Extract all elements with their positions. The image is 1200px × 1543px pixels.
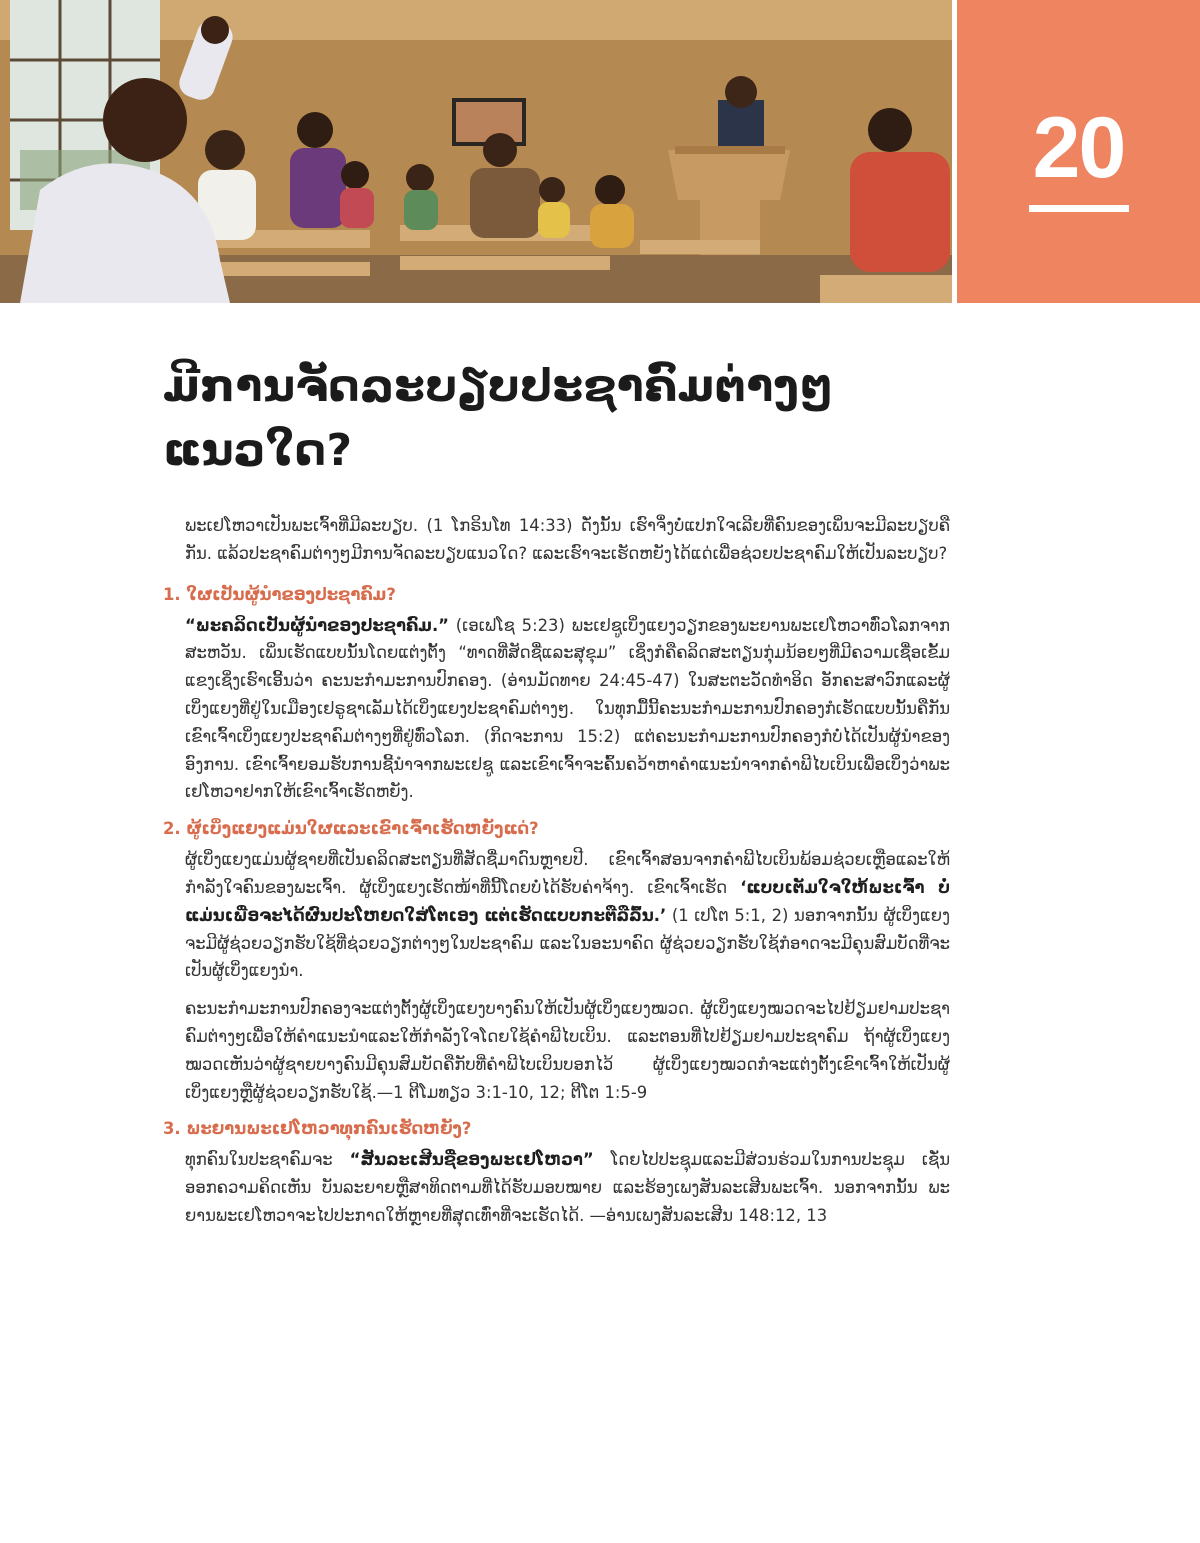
question-heading-2: 2. ຜູ້ເບິ່ງແຍງແມ່ນໃຜແລະເຂົາເຈົ້າເຮັດຫຍັງແດ່? <box>163 819 539 839</box>
answer-paragraph-3 <box>185 1146 950 1229</box>
lesson-number: 20 <box>1032 100 1125 196</box>
answer-paragraph-2b: ຄະນະກຳມະການປົກຄອງຈະແຕ່ງຕັ້ງຜູ້ເບິ່ງແຍງບາງຄົນໃຫ້ເປັນຜູ້ເບິ່ງແຍງໝວດ. ຜູ້ເບິ່ງແຍງໝວດຈະໄປຢ້ຽມຢາມປະຊາຄົມຕ່າງໆເພື່ອໃຫ້ຄຳແນະນຳແລະໃຫ້ກຳລັງໃຈໂດຍໃຊ້ຄຳພີໄບເບິນ. ແລະຕອນທີ່ໄປຢ້ຽມຢາມປະຊາຄົມ ຖ້າຜູ້ເບິ່ງແຍງໝວດເຫັນວ່າຜູ້ຊາຍບາງຄົນມີຄຸນສົມບັດຄືກັບທີ່ຄຳພີໄບເບິນບອກໄວ້ ຜູ້ເບິ່ງແຍງໝວດກໍຈະແຕ່ງຕັ້ງເຂົາເຈົ້າໃຫ້ເປັນຜູ້ເບິ່ງແຍງຫຼືຜູ້ຊ່ວຍວຽກຮັບໃຊ້.—1 ຕີໂມທຽວ 3:1-10, 12; ຕີໂຕ 1:5-9 <box>185 999 950 1102</box>
lesson-body <box>163 512 951 1230</box>
lesson-number-box <box>957 0 1200 303</box>
header-photo <box>0 0 952 303</box>
answer-3-text-b: ໂດຍໄປປະຊຸມແລະມີສ່ວນຮ່ວມໃນການປະຊຸມ ເຊັ່ນ ອອກຄວາມຄິດເຫັນ ບັນລະຍາຍຫຼືສາທິດຕາມທີ່ໄດ້ຮັບມອບໝາຍ ແລະຮ້ອງເພງສັນລະເສີນພະເຈົ້າ. ນອກຈາກນັ້ນ ພະຍານພະເຢໂຫວາຈະໄປປະກາດໃຫ້ຫຼາຍທີ່ສຸດເທົ່າທີ່ຈະເຮັດໄດ້. —ອ່ານເພງສັນລະເສີນ 148:12, 13 <box>185 1150 950 1225</box>
answer-2-bold: ‘ແບບເຕັມໃຈໃຫ້ພະເຈົ້າ ບໍ່ແມ່ນເພື່ອຈະໄດ້ຜົນປະໂຫຍດໃສ່ໂຕເອງ ແຕ່ເຮັດແບບກະຕືລືລົ້ນ.’ <box>185 877 951 925</box>
answer-2-text-b: (1 ເປໂຕ 5:1, 2) ນອກຈາກນັ້ນ ຜູ້ເບິ່ງແຍງຈະມີຜູ້ຊ່ວຍວຽກຮັບໃຊ້ທີ່ຊ່ວຍວຽກຕ່າງໆໃນປະຊາຄົມ ແລະໃນອະນາຄົດ ຜູ້ຊ່ວຍວຽກຮັບໃຊ້ກໍອາດຈະມີຄຸນສົມບັດທີ່ຈະເປັນຜູ້ເບິ່ງແຍງນຳ. <box>185 905 950 981</box>
answer-3-text-a: ທຸກຄົນໃນປະຊາຄົມຈະ <box>185 1150 350 1170</box>
lesson-title-line-1: ມີການຈັດລະບຽບປະຊາຄົມຕ່າງໆ <box>163 361 834 412</box>
answer-1-bold: “ພະຄລິດເປັນຜູ້ນຳຂອງປະຊາຄົມ.” <box>185 615 449 635</box>
lesson-title-line-2: ແນວໃດ? <box>163 425 353 476</box>
lesson-title <box>163 355 923 483</box>
answer-paragraph-2 <box>185 846 950 985</box>
intro-paragraph: ພະເຢໂຫວາເປັນພະເຈົ້າທີ່ມີລະບຽບ. (1 ໂກຣິນໂທ 14:33) ດັ່ງນັ້ນ ເຮົາຈຶ່ງບໍ່ແປກໃຈເລີຍທີ່ຄົນຂອງເພິ່ນຈະມີລະບຽບຄືກັນ. ແລ້ວປະຊາຄົມຕ່າງໆມີການຈັດລະບຽບແນວໃດ? ແລະເຮົາຈະເຮັດຫຍັງໄດ້ແດ່ເພື່ອຊ່ວຍປະຊາຄົມໃຫ້ເປັນລະບຽບ? <box>185 516 950 563</box>
answer-3-bold: “ສັນລະເສີນຊື່ຂອງພະເຢໂຫວາ” <box>349 1150 594 1170</box>
question-heading-1: 1. ໃຜເປັນຜູ້ນຳຂອງປະຊາຄົມ? <box>163 584 396 604</box>
question-heading-3: 3. ພະຍານພະເຢໂຫວາທຸກຄົນເຮັດຫຍັງ? <box>163 1119 472 1139</box>
answer-2-text-a: ຜູ້ເບິ່ງແຍງແມ່ນຜູ້ຊາຍທີ່ເປັນຄລິດສະຕຽນທີ່ສັດຊື່ມາດົນຫຼາຍປີ. ເຂົາເຈົ້າສອນຈາກຄຳພີໄບເບິນພ້ອມຊ່ວຍເຫຼືອແລະໃຫ້ກຳລັງໃຈຄົນຂອງພະເຈົ້າ. ຜູ້ເບິ່ງແຍງເຮັດໜ້າທີ່ນີ້ໂດຍບໍ່ໄດ້ຮັບຄ່າຈ້າງ. ເຂົາເຈົ້າເຮັດ <box>185 850 950 897</box>
answer-paragraph-1 <box>185 612 950 807</box>
lesson-underline <box>1029 205 1129 212</box>
answer-1-text: (ເອເຟໂຊ 5:23) ພະເຢຊູເບິ່ງແຍງວຽກຂອງພະຍານພະເຢໂຫວາທົ່ວໂລກຈາກສະຫວັນ. ເພິ່ນເຮັດແບບນັ້ນໂດຍແຕ່ງຕັ້ງ “ທາດທີ່ສັດຊື່ແລະສຸຂຸມ” ເຊິ່ງກໍຄືຄລິດສະຕຽນກຸ່ມນ້ອຍໆທີ່ມີຄວາມເຊື່ອເຂັ້ມແຂງເຊິ່ງເຮົາເອີ້ນວ່າ ຄະນະກຳມະການປົກຄອງ. (ອ່ານມັດທາຍ 24:45-47) ໃນສະຕະວັດທຳອິດ ອັກຄະສາວົກແລະຜູ້ເບິ່ງແຍງທີ່ຢູ່ໃນເມືອງເຢຣູຊາເລັມໄດ້ເບິ່ງແຍງປະຊາຄົມຕ່າງໆ. ໃນທຸກມື້ນີ້ຄະນະກຳມະການປົກຄອງກໍເຮັດແບບນັ້ນຄືກັນ ເຂົາເຈົ້າເບິ່ງແຍງປະຊາຄົມຕ່າງໆທີ່ຢູ່ທົ່ວໂລກ. (ກິດຈະການ 15:2) ແຕ່ຄະນະກຳມະການປົກຄອງກໍບໍ່ໄດ້ເປັນຜູ້ນຳຂອງອົງການ. ເຂົາເຈົ້າຍອມຮັບການຊີ້ນຳຈາກພະເຢຊູ ແລະເຂົາເຈົ້າຈະຄົ້ນຄວ້າຫາຄຳແນະນຳຈາກຄຳພີໄບເບິນເພື່ອເບິ່ງວ່າພະເຢໂຫວາຢາກໃຫ້ເຂົາເຈົ້າເຮັດຫຍັງ. <box>185 615 950 802</box>
